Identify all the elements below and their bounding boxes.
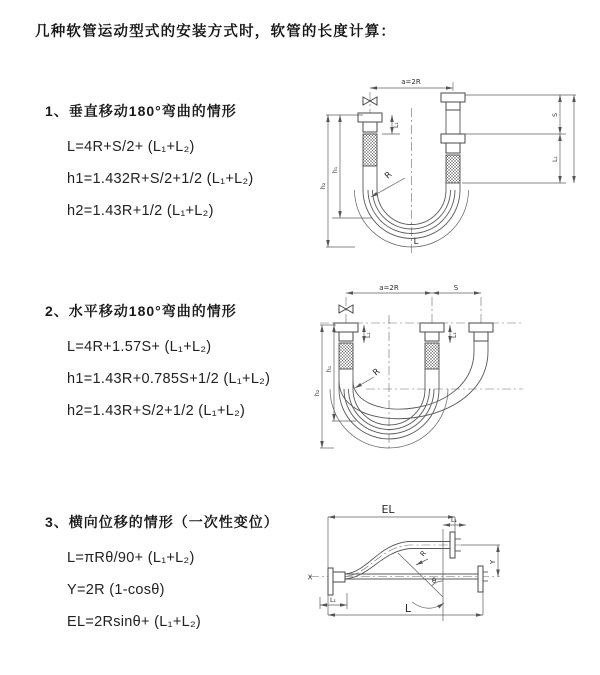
formula-h2: h2=1.43R+1/2 (L₁+L₂) [67,203,214,219]
centerlines [370,82,453,254]
dim-label-s: S [552,113,559,117]
radius-callout [371,170,405,197]
dim-label-y: Y [489,559,497,565]
radius-callout [355,367,382,388]
formula-h2: h2=1.43R+S/2+1/2 (L₁+L₂) [67,403,246,419]
dim-label-r: R [383,169,395,182]
dim-label-el: EL [381,503,395,516]
right-pipe-assembly [441,93,465,190]
middle-pipe-assembly [420,323,444,389]
curved-hose [345,542,450,580]
dim-label-l1-mid: L₁ [451,331,458,339]
right-flange [478,566,488,592]
dim-label-r: R [418,549,429,559]
diagram-vertical-180-bend [308,68,598,258]
left-pipe-assembly [334,323,358,389]
dim-label-a2r: a=2R [379,284,399,292]
formula-length: L=πRθ/90+ (L₁+L₂) [67,550,195,566]
formula-length: L=4R+1.57S+ (L₁+L₂) [67,339,212,355]
formula-el: EL=2Rsinθ+ (L₁+L₂) [67,614,202,630]
section-horizontal-movement [45,301,270,427]
diagram-lateral-displacement [298,493,598,648]
section-3-heading: 3、横向位移的情形（一次性变位） [45,514,279,530]
dim-label-l1-bottom: L₁ [329,597,337,604]
hose-u-bend-position2 [339,351,488,419]
fixed-end-mark: X [307,573,313,582]
dim-label-l1-top: L₁ [450,517,458,524]
dimension-l1-top [443,517,466,525]
moved-pipe-assembly [469,323,493,351]
section-lateral-displacement [45,512,279,638]
dim-label-h2: h₂ [314,389,321,397]
left-pipe-assembly [358,113,382,190]
formula-h1: h1=1.432R+S/2+1/2 (L₁+L₂) [67,171,254,187]
dim-label-l1-right: L₁ [552,155,559,163]
formula-h1: h1=1.43R+0.785S+1/2 (L₁+L₂) [67,371,271,387]
dimension-a2r [370,78,453,88]
dimension-l [328,592,483,615]
dim-label-theta: θ [431,577,437,585]
dim-label-r: R [371,366,383,379]
dim-label-l: L [413,237,419,247]
formula-length: L=4R+S/2+ (L₁+L₂) [67,139,195,155]
dim-label-l: L [404,602,412,615]
centerlines [320,297,523,451]
page-title: 几种软管运动型式的安装方式时，软管的长度计算： [35,24,397,40]
section-2-heading: 2、水平移动180°弯曲的情形 [45,303,237,319]
dim-label-s: S [453,284,459,292]
section-vertical-movement [45,101,254,227]
dim-label-h1: h₁ [332,166,339,174]
dim-label-h1: h₁ [326,365,333,373]
section-1-heading: 1、垂直移动180°弯曲的情形 [45,103,237,119]
radius-callout [416,549,428,565]
l1-dimension-left [382,115,400,134]
dim-label-h2: h₂ [320,182,327,190]
valve-icon [339,305,353,313]
diagram-horizontal-180-bend [308,281,598,461]
left-flange [328,568,345,595]
s-dimension-right [462,95,576,183]
dim-label-a2r: a=2R [401,78,421,86]
dimension-el [328,503,455,568]
dimension-a2r-s [346,284,481,293]
dim-label-l1-left: L₁ [393,121,400,129]
dim-label-l1-left: L₁ [365,331,372,339]
angle-construction [398,553,444,608]
formula-y: Y=2R (1-cosθ) [67,582,165,598]
